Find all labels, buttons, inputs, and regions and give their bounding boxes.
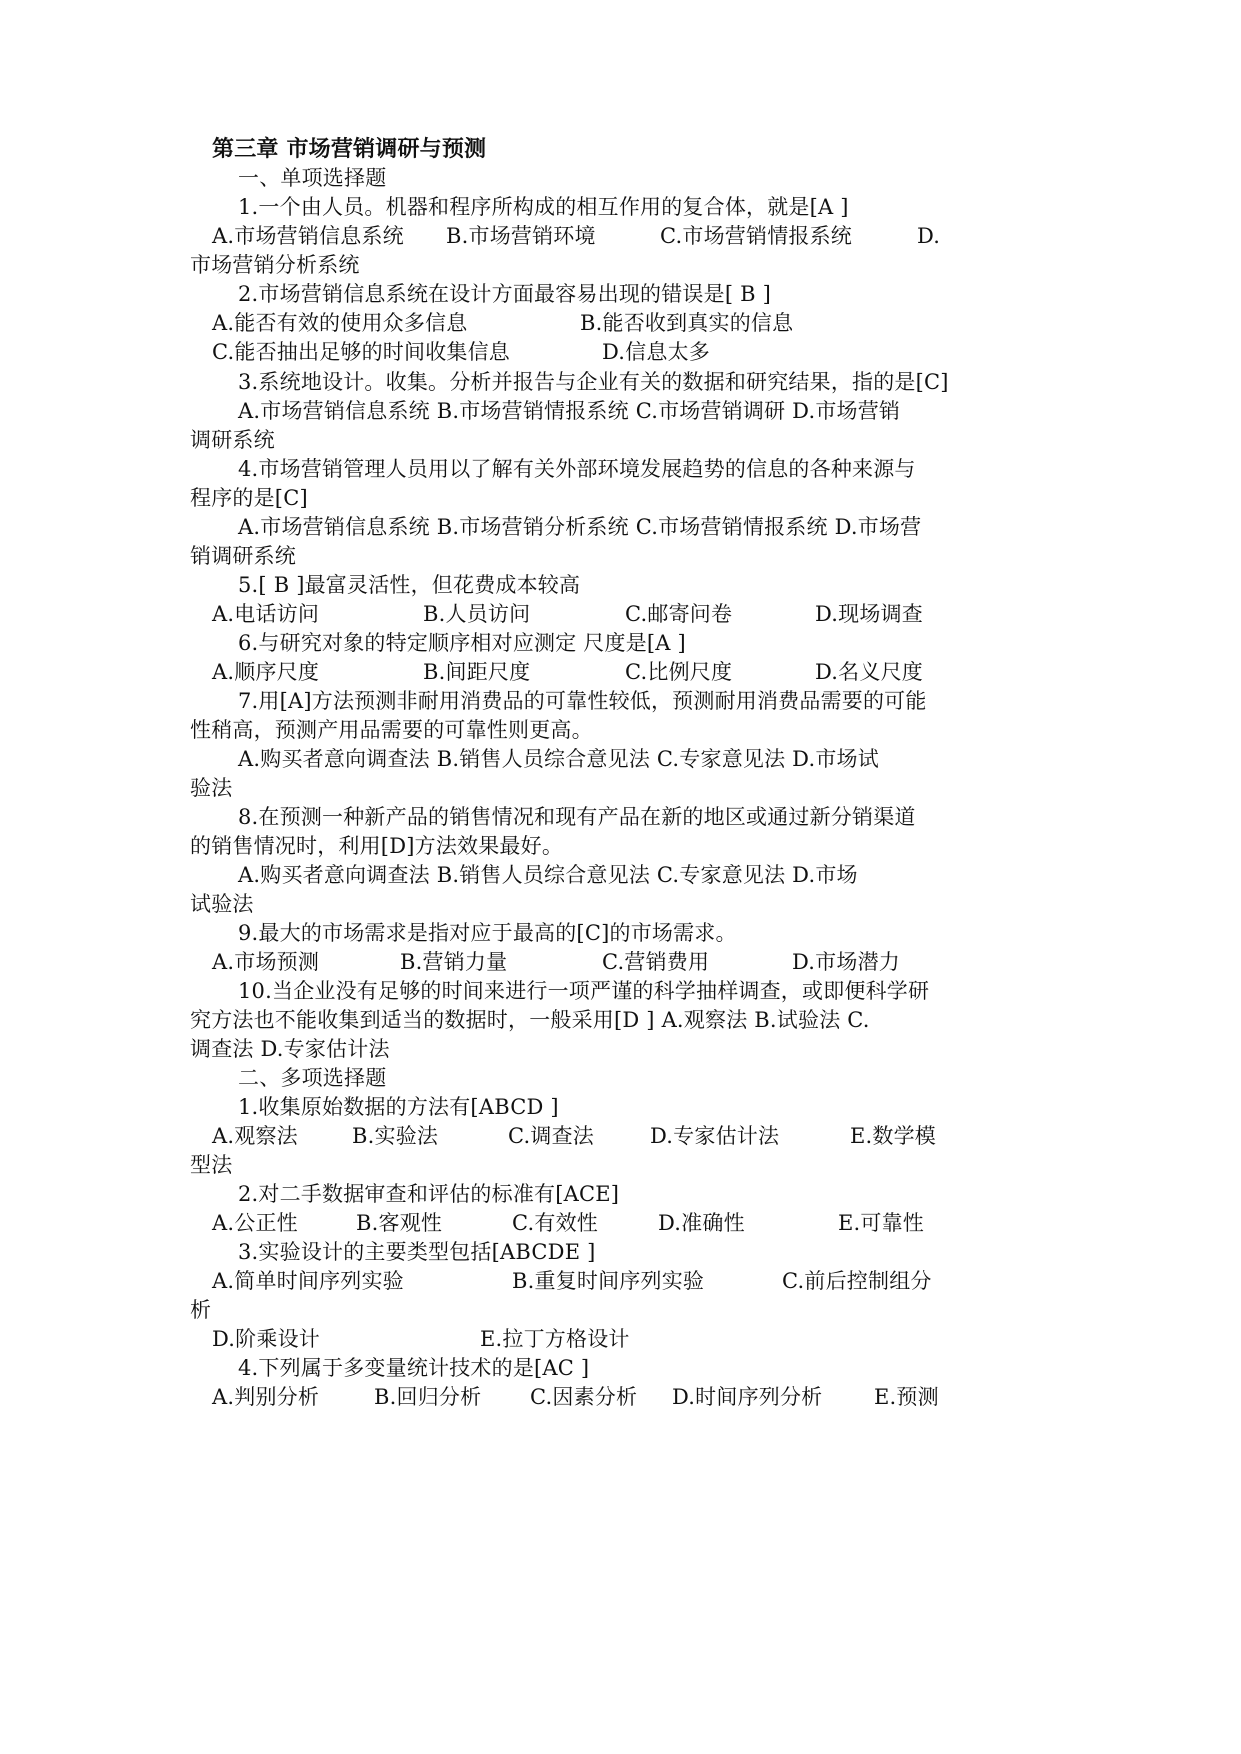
question-3-options: A.市场营销信息系统 B.市场营销情报系统 C.市场营销调研 D.市场营销 [238,399,901,423]
question-4-options: A.市场营销信息系统 B.市场营销分析系统 C.市场营销情报系统 D.市场营 [238,515,922,539]
option-c: C.因素分析 [530,1385,638,1409]
question-2-options-row-2 [190,336,1060,368]
option-b: B.人员访问 [423,602,531,626]
option-d: D. [917,224,941,248]
multi-question-3-options-row-2 [190,1323,1060,1355]
question-2-options-row-1 [190,307,1060,339]
question-4-continuation: 销调研系统 [190,544,296,568]
question-9-stem: 9.最大的市场需求是指对应于最高的[C]的市场需求。 [238,921,737,945]
option-c: C.有效性 [512,1211,598,1235]
multi-question-3-stem: 3.实验设计的主要类型包括[ABCDE ] [238,1240,596,1264]
option-a: A.电话访问 [212,602,320,626]
option-d: D.市场潜力 [792,950,900,974]
option-a: A.顺序尺度 [212,660,320,684]
option-c: C.比例尺度 [625,660,733,684]
question-1-stem: 1.一个由人员。机器和程序所构成的相互作用的复合体，就是[A ] [238,195,849,219]
question-3-stem: 3.系统地设计。收集。分析并报告与企业有关的数据和研究结果，指的是[C] [238,370,949,394]
question-10-line-1: 10.当企业没有足够的时间来进行一项严谨的科学抽样调查，或即便科学研 [238,979,930,1003]
option-c: C.营销费用 [602,950,710,974]
multi-question-1-options [190,1120,1060,1152]
option-b: B.营销力量 [400,950,508,974]
option-a: A.市场营销信息系统 [212,224,404,248]
option-e: E.数学模 [850,1124,937,1148]
option-a: A.简单时间序列实验 [212,1269,404,1293]
option-c: C.市场营销情报系统 [660,224,852,248]
option-a: A.市场预测 [212,950,320,974]
question-2-stem: 2.市场营销信息系统在设计方面最容易出现的错误是[ B ] [238,282,772,306]
question-6-stem: 6.与研究对象的特定顺序相对应测定 尺度是[A ] [238,631,686,655]
option-d: D.阶乘设计 [212,1327,320,1351]
option-d: D.时间序列分析 [672,1385,823,1409]
question-7-stem-line-2: 性稍高，预测产用品需要的可靠性则更高。 [190,718,593,742]
multi-question-1-stem: 1.收集原始数据的方法有[ABCD ] [238,1095,559,1119]
multi-question-4-options [190,1381,1060,1413]
question-5-options [190,598,1060,630]
question-8-stem-line-1: 8.在预测一种新产品的销售情况和现有产品在新的地区或通过新分销渠道 [238,805,916,829]
option-a: A.判别分析 [212,1385,320,1409]
option-b: B.客观性 [356,1211,443,1235]
option-b: B.市场营销环境 [446,224,596,248]
option-e: E.拉丁方格设计 [480,1327,630,1351]
option-a: A.能否有效的使用众多信息 [212,311,468,335]
question-7-options: A.购买者意向调查法 B.销售人员综合意见法 C.专家意见法 D.市场试 [238,747,879,771]
question-6-options [190,656,1060,688]
question-7-stem-line-1: 7.用[A]方法预测非耐用消费品的可靠性较低，预测耐用消费品需要的可能 [238,689,927,713]
option-c: C.邮寄问卷 [625,602,733,626]
multi-question-1-continuation: 型法 [190,1153,233,1177]
option-d: D.专家估计法 [650,1124,780,1148]
option-c: C.前后控制组分 [782,1269,932,1293]
section-heading-multiple-choice: 二、多项选择题 [238,1066,387,1090]
option-e: E.可靠性 [838,1211,925,1235]
chapter-title: 第三章 市场营销调研与预测 [212,136,487,162]
question-4-stem-line-1: 4.市场营销管理人员用以了解有关外部环境发展趋势的信息的各种来源与 [238,457,916,481]
question-9-options [190,946,1060,978]
multi-question-3-options-row-1 [190,1265,1060,1297]
option-b: B.能否收到真实的信息 [580,311,794,335]
question-10-line-2: 究方法也不能收集到适当的数据时，一般采用[D ] A.观察法 B.试验法 C. [190,1008,870,1032]
option-b: B.间距尺度 [423,660,531,684]
multi-question-4-stem: 4.下列属于多变量统计技术的是[AC ] [238,1356,590,1380]
multi-question-2-options [190,1207,1060,1239]
question-5-stem: 5.[ B ]最富灵活性，但花费成本较高 [238,573,581,597]
question-8-options: A.购买者意向调查法 B.销售人员综合意见法 C.专家意见法 D.市场 [238,863,858,887]
question-8-stem-line-2: 的销售情况时，利用[D]方法效果最好。 [190,834,564,858]
multi-question-3-continuation: 析 [190,1298,212,1322]
multi-question-2-stem: 2.对二手数据审查和评估的标准有[ACE] [238,1182,620,1206]
question-1-options [190,220,1060,252]
option-d: D.信息太多 [602,340,710,364]
question-8-continuation: 试验法 [190,892,254,916]
option-c: C.能否抽出足够的时间收集信息 [212,340,510,364]
question-4-stem-line-2: 程序的是[C] [190,486,308,510]
question-7-continuation: 验法 [190,776,233,800]
option-a: A.观察法 [212,1124,298,1148]
question-3-continuation: 调研系统 [190,428,275,452]
option-b: B.重复时间序列实验 [512,1269,705,1293]
option-d: D.准确性 [658,1211,745,1235]
option-b: B.回归分析 [374,1385,482,1409]
option-a: A.公正性 [212,1211,298,1235]
option-e: E.预测 [874,1385,939,1409]
section-heading-single-choice: 一、单项选择题 [238,166,387,190]
question-10-line-3: 调查法 D.专家估计法 [190,1037,390,1061]
option-c: C.调查法 [508,1124,594,1148]
option-d: D.现场调查 [815,602,923,626]
option-b: B.实验法 [352,1124,439,1148]
option-d: D.名义尺度 [815,660,923,684]
question-1-continuation: 市场营销分析系统 [190,253,360,277]
